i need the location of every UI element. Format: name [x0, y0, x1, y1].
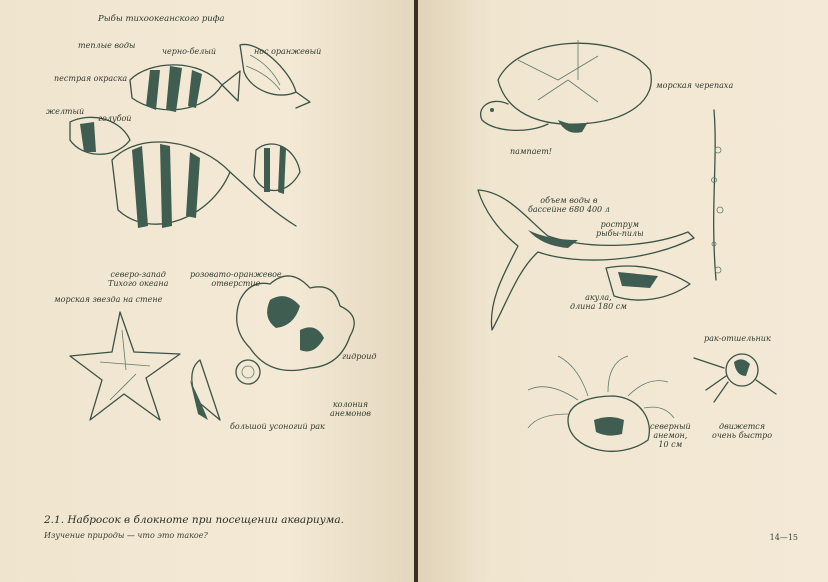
label-shark-line2: длина 180 см — [570, 302, 627, 311]
label-barnacle: большой усоногий рак — [230, 422, 325, 431]
label-anemone-colony-line2: анемонов — [330, 409, 371, 418]
label-rostrum — [596, 220, 644, 238]
label-nw-pacific — [108, 270, 168, 288]
label-anemone-colony-line1: колония — [332, 400, 369, 409]
label-warm-water: теплые воды — [78, 41, 136, 50]
label-anemone-colony — [330, 400, 371, 418]
label-north-anemone-line2: анемон, — [653, 431, 688, 440]
label-north-anemone-line3: 10 см — [658, 440, 683, 449]
label-volume-line1: объем воды в — [540, 196, 598, 205]
label-volume — [528, 196, 610, 214]
label-moves-fast — [712, 422, 772, 440]
label-hermit-crab: рак-отшельник — [704, 334, 771, 343]
label-sleepy: пампает! — [510, 147, 553, 156]
label-rostrum-line2: рыбы-пилы — [596, 229, 644, 238]
label-pink-orange — [190, 270, 282, 288]
page-numbers: 14—15 — [769, 533, 798, 542]
label-orange-nose: нос оранжевый — [254, 47, 322, 56]
label-nw-pacific-line2: Тихого океана — [108, 279, 169, 288]
running-footer: Изучение природы — что это такое? — [44, 531, 208, 540]
label-motley: пестрая окраска — [54, 74, 128, 83]
starfish-sketch — [70, 312, 180, 420]
label-hydroid: гидроид — [342, 352, 377, 361]
label-rostrum-line1: рострум — [600, 220, 640, 229]
label-pink-orange-line1: розовато-оранжевое — [190, 270, 282, 279]
label-shark-line1: акула, — [585, 293, 612, 302]
reef-fish-sketch — [70, 44, 310, 228]
label-starfish: морская звезда на стене — [54, 295, 163, 304]
label-shark — [570, 293, 627, 311]
label-yellow: желтый — [46, 107, 85, 116]
label-sea-turtle: морская черепаха — [656, 81, 734, 90]
label-moves-fast-line1: движется — [719, 422, 766, 431]
label-pink-orange-line2: отверстие — [211, 279, 261, 288]
label-nw-pacific-line1: северо-запад — [110, 270, 166, 279]
figure-caption: 2.1. Набросок в блокноте при посещении аквариума. — [44, 514, 344, 526]
sketch-heading: Рыбы тихоокеанского рифа — [98, 14, 225, 24]
label-blue: голубой — [98, 114, 132, 123]
hydroid-sketch — [190, 276, 354, 420]
label-north-anemone-line1: северный — [650, 422, 691, 431]
label-north-anemone — [650, 422, 691, 449]
hermit-crab-sketch — [694, 354, 776, 402]
label-volume-line2: бассейне 680 400 л — [528, 205, 610, 214]
right-page — [418, 0, 828, 582]
bubbles-sketch — [712, 110, 724, 280]
right-sketches — [418, 0, 828, 582]
sea-turtle-sketch — [481, 40, 652, 133]
label-black-white: черно-белый — [162, 47, 216, 56]
label-moves-fast-line2: очень быстро — [712, 431, 773, 440]
